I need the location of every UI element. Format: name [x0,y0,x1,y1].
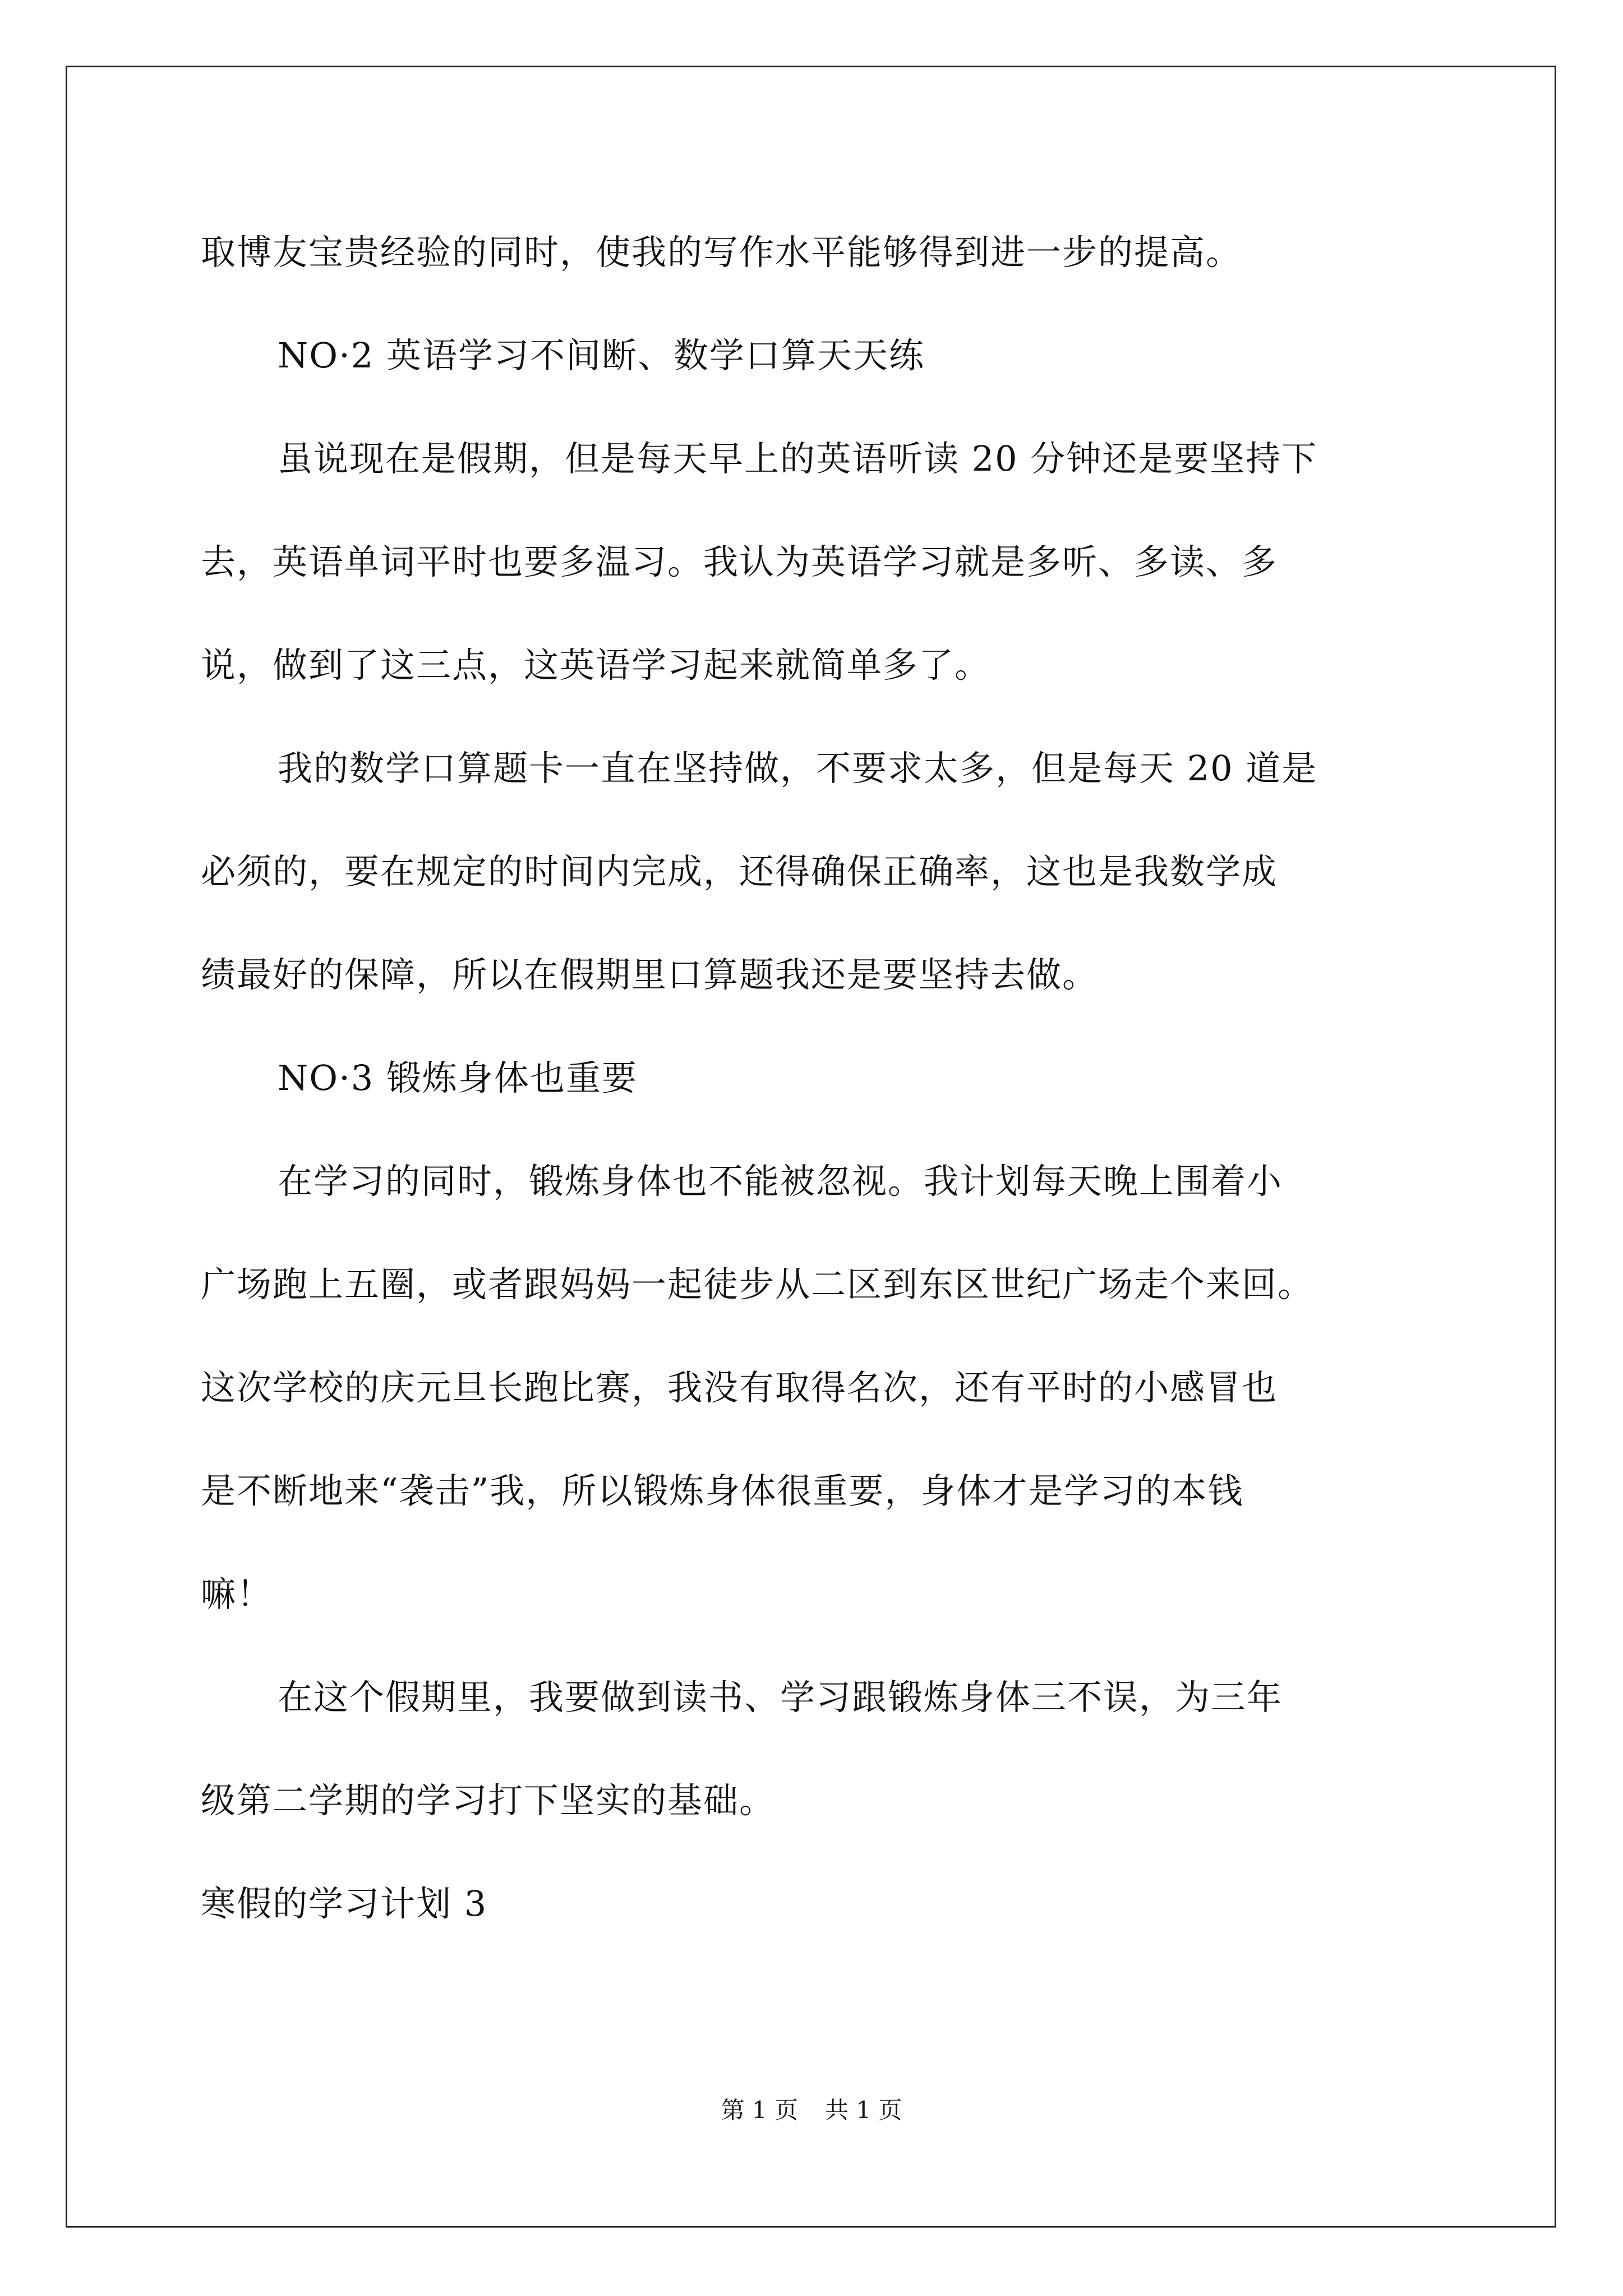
section-heading-no2: NO·2 英语学习不间断、数学口算天天练 [278,335,925,376]
text-line-13: 是不断地来“袭击”我，所以锻炼身体很重要，身体才是学习的本钱 [201,1470,1244,1511]
page-number-current: 第 1 页 [721,2096,798,2124]
text-line-8: 绩最好的保障，所以在假期里口算题我还是要坚持去做。 [201,954,1099,995]
text-line-5: 说，做到了这三点，这英语学习起来就简单多了。 [201,645,991,685]
text-line-15: 在这个假期里，我要做到读书、学习跟锻炼身体三不误，为三年 [278,1677,1283,1718]
page-footer [0,2095,1623,2126]
document-title: 寒假的学习计划 3 [201,1883,488,1924]
page-number-total: 共 1 页 [825,2096,902,2124]
text-line-4: 去，英语单词平时也要多温习。我认为英语学习就是多听、多读、多 [201,541,1278,582]
text-line-3: 虽说现在是假期，但是每天早上的英语听读 20 分钟还是要坚持下 [278,438,1318,479]
text-line-7: 必须的，要在规定的时间内完成，还得确保正确率，这也是我数学成 [201,851,1278,892]
text-line-11: 广场跑上五圈，或者跟妈妈一起徒步从二区到东区世纪广场走个来回。 [201,1264,1314,1305]
text-line-10: 在学习的同时，锻炼身体也不能被忽视。我计划每天晚上围着小 [278,1161,1283,1202]
text-line-6: 我的数学口算题卡一直在坚持做，不要求太多，但是每天 20 道是 [278,748,1318,789]
section-heading-no3: NO·3 锻炼身体也重要 [278,1057,638,1098]
text-line-1: 取博友宝贵经验的同时，使我的写作水平能够得到进一步的提高。 [201,232,1242,273]
text-line-16: 级第二学期的学习打下坚实的基础。 [201,1780,776,1821]
text-line-12: 这次学校的庆元旦长跑比赛，我没有取得名次，还有平时的小感冒也 [201,1367,1278,1408]
text-line-14: 嘛！ [201,1573,273,1614]
